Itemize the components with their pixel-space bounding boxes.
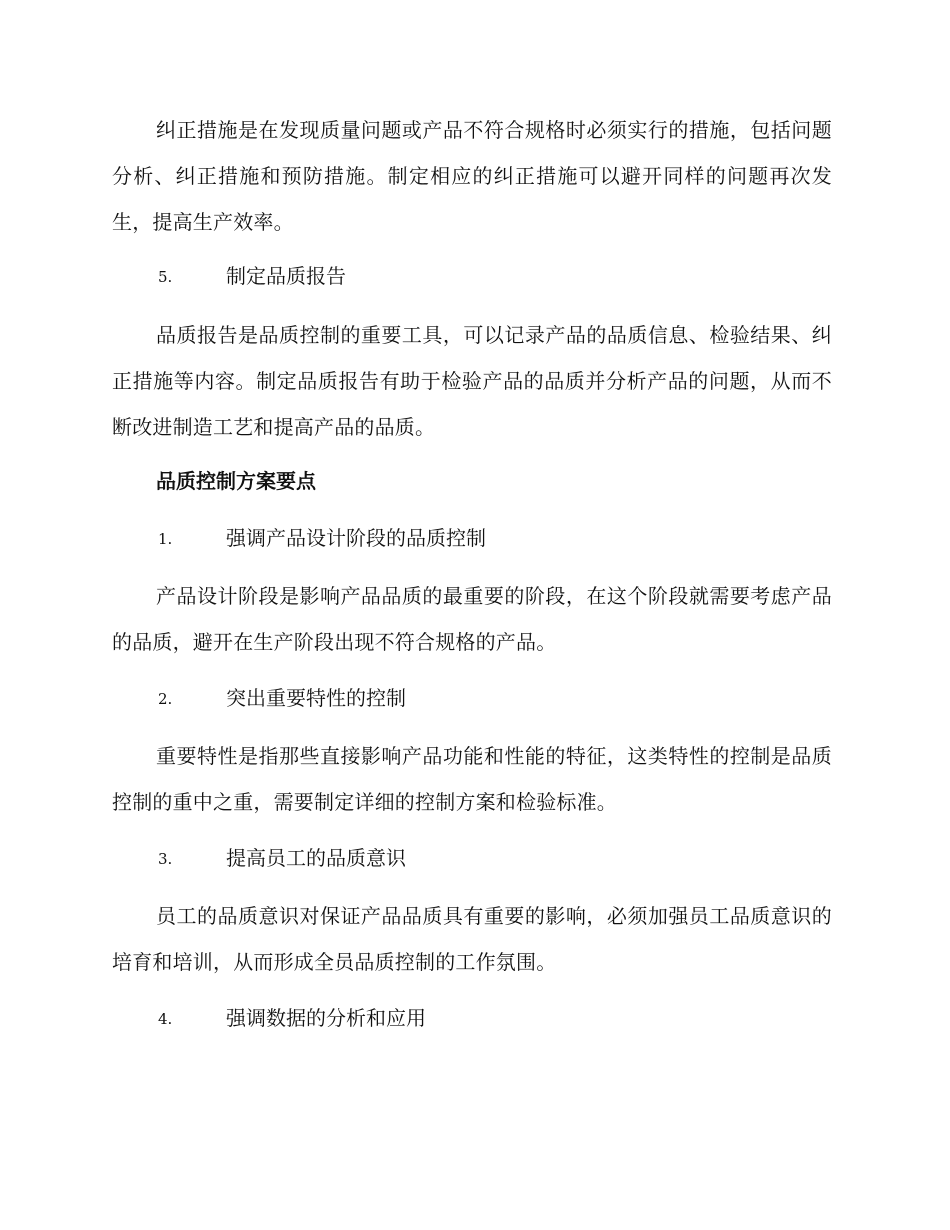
list-item-number: 4. [158, 1010, 173, 1028]
list-item-number: 3. [158, 850, 173, 868]
list-item-text: 突出重要特性的控制 [226, 686, 406, 710]
list-item-text: 提高员工的品质意识 [226, 846, 406, 870]
paragraph-design-stage: 产品设计阶段是影响产品品质的最重要的阶段，在这个阶段就需要考虑产品的品质，避开在生产阶段出现不符合规格的产品。 [112, 584, 832, 654]
paragraph-corrective-actions: 纠正措施是在发现质量问题或产品不符合规格时必须实行的措施，包括问题分析、纠正措施和预防措施。制定相应的纠正措施可以避开同样的问题再次发生，提高生产效率。 [112, 118, 832, 234]
list-item-data-analysis [158, 1004, 426, 1033]
list-item-text: 强调数据的分析和应用 [226, 1006, 426, 1030]
paragraph-quality-report: 品质报告是品质控制的重要工具，可以记录产品的品质信息、检验结果、纠正措施等内容。制定品质报告有助于检验产品的品质并分析产品的问题，从而不断改进制造工艺和提高产品的品质。 [112, 323, 832, 439]
list-item-number: 2. [158, 690, 173, 708]
list-item-quality-awareness [158, 844, 406, 873]
paragraph-quality-awareness: 员工的品质意识对保证产品品质具有重要的影响，必须加强员工品质意识的培育和培训，从而形成全员品质控制的工作氛围。 [112, 904, 832, 974]
list-item-number: 1. [158, 530, 173, 548]
list-item-text: 强调产品设计阶段的品质控制 [226, 526, 486, 550]
list-item-key-characteristics [158, 684, 406, 713]
list-item-quality-report [158, 262, 346, 291]
section-heading: 品质控制方案要点 [156, 469, 316, 493]
list-item-number: 5. [158, 268, 173, 286]
paragraph-key-characteristics: 重要特性是指那些直接影响产品功能和性能的特征，这类特性的控制是品质控制的重中之重，需要制定详细的控制方案和检验标准。 [112, 744, 832, 814]
list-item-design-stage [158, 524, 486, 553]
list-item-text: 制定品质报告 [226, 264, 346, 288]
